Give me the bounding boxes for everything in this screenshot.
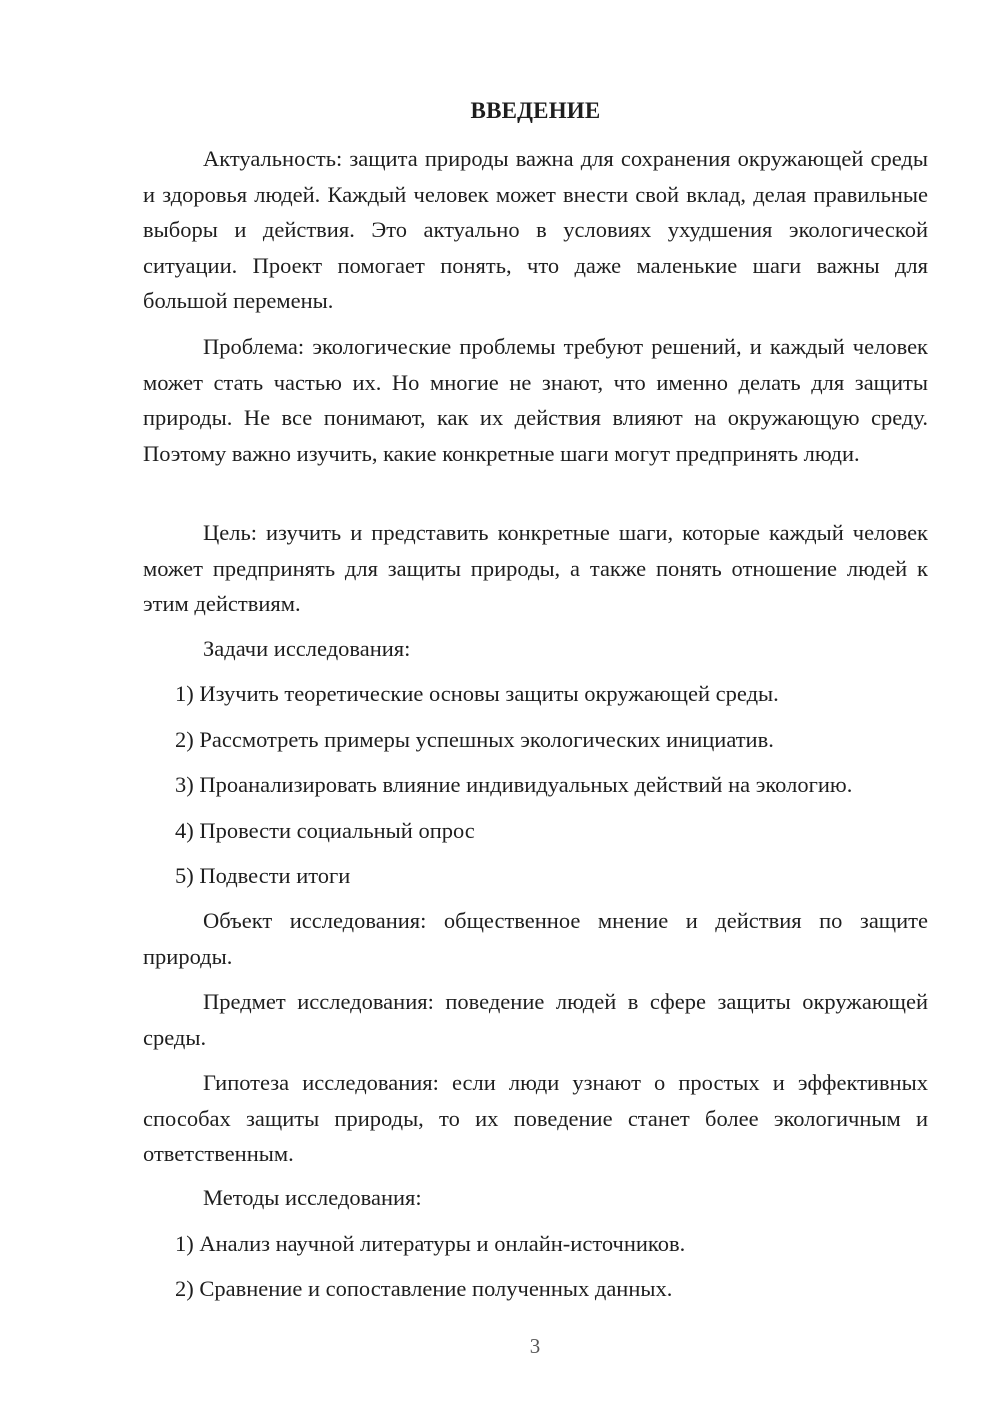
task-item: 5) Подвести итоги bbox=[175, 863, 351, 888]
page-number: 3 bbox=[529, 1334, 541, 1358]
object-paragraph: Объект исследования: общественное мнение и действия по защите природы. bbox=[143, 908, 928, 969]
method-item: 2) Сравнение и сопоставление полученных данных. bbox=[175, 1276, 673, 1301]
hypothesis-paragraph: Гипотеза исследования: если люди узнают о простых и эффективных способах защиты природы, то их поведение станет более экологичным и ответственным. bbox=[143, 1070, 928, 1166]
method-item: 1) Анализ научной литературы и онлайн-источников. bbox=[175, 1231, 686, 1256]
task-item: 1) Изучить теоретические основы защиты окружающей среды. bbox=[175, 681, 779, 706]
page-title: ВВЕДЕНИЕ bbox=[470, 98, 601, 123]
problem-paragraph: Проблема: экологические проблемы требуют решений, и каждый человек может стать частью их. Но многие не знают, что именно делать для защиты природы. Не все понимают, как их действия влияют на окружающую среду. Поэтому важно изучить, какие конкретные шаги могут предпринять люди. bbox=[143, 334, 928, 466]
goal-paragraph: Цель: изучить и представить конкретные шаги, которые каждый человек может предпринять для защиты природы, а также понять отношение людей к этим действиям. bbox=[143, 520, 928, 616]
relevance-paragraph: Актуальность: защита природы важна для сохранения окружающей среды и здоровья людей. Каждый человек может внести свой вклад, делая правильные выборы и действия. Это актуально в условиях ухудшения экологической ситуации. Проект помогает понять, что даже маленькие шаги важны для большой перемены. bbox=[143, 146, 928, 313]
subject-paragraph: Предмет исследования: поведение людей в сфере защиты окружающей среды. bbox=[143, 989, 928, 1050]
task-item: 2) Рассмотреть примеры успешных экологических инициатив. bbox=[175, 727, 774, 752]
task-item: 4) Провести социальный опрос bbox=[175, 818, 475, 843]
task-item: 3) Проанализировать влияние индивидуальных действий на экологию. bbox=[175, 772, 853, 797]
methods-heading: Методы исследования: bbox=[203, 1185, 422, 1210]
tasks-heading: Задачи исследования: bbox=[203, 636, 411, 661]
